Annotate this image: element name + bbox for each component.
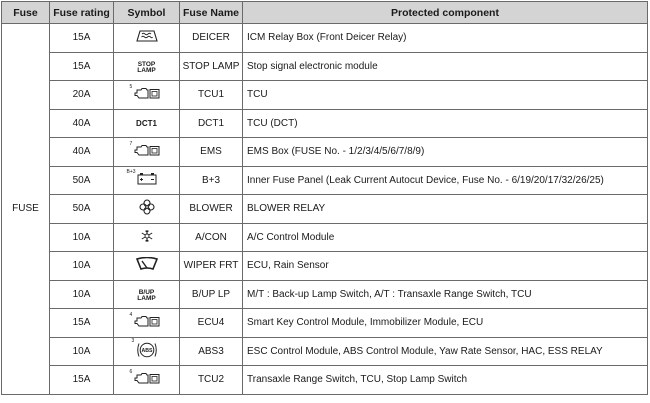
- fuse-group-cell: FUSE: [2, 24, 50, 395]
- engine-module-icon: [129, 368, 160, 385]
- header-fuse-name: Fuse Name: [180, 2, 243, 24]
- backup-lamp-text: [137, 290, 155, 303]
- fuse-name-cell: TCU2: [180, 366, 243, 395]
- fuse-name-cell: BLOWER: [180, 195, 243, 224]
- protected-component-cell: ESC Control Module, ABS Control Module, Yaw Rate Sensor, HAC, ESS RELAY: [243, 337, 648, 366]
- symbol-cell: [114, 280, 180, 309]
- table-row: [2, 109, 648, 138]
- fuse-rating-cell: 10A: [50, 280, 114, 309]
- symbol-cell: [114, 195, 180, 224]
- header-protected-component: Protected component: [243, 2, 648, 24]
- fuse-rating-cell: 15A: [50, 366, 114, 395]
- table-row: [2, 366, 648, 395]
- engine-module-icon: [129, 311, 160, 328]
- table-row: [2, 223, 648, 252]
- fuse-name-cell: A/CON: [180, 223, 243, 252]
- protected-component-cell: M/T : Back-up Lamp Switch, A/T : Transaxle Range Switch, TCU: [243, 280, 648, 309]
- symbol-label: STOP: [137, 60, 156, 68]
- protected-component-cell: Smart Key Control Module, Immobilizer Module, ECU: [243, 309, 648, 338]
- fuse-name-cell: ECU4: [180, 309, 243, 338]
- symbol-cell: [114, 52, 180, 81]
- symbol-cell: [114, 337, 180, 366]
- symbol-cell: [114, 24, 180, 53]
- protected-component-cell: BLOWER RELAY: [243, 195, 648, 224]
- fan-icon: [139, 199, 155, 215]
- header-fuse: Fuse: [2, 2, 50, 24]
- header-symbol: Symbol: [114, 2, 180, 24]
- table-row: [2, 280, 648, 309]
- engine-module-icon: [129, 83, 160, 100]
- wiper-icon: [135, 257, 159, 271]
- fuse-rating-cell: 50A: [50, 166, 114, 195]
- symbol-number: 5: [129, 83, 133, 90]
- fuse-name-cell: WIPER FRT: [180, 252, 243, 281]
- fuse-name-cell: B/UP LP: [180, 280, 243, 309]
- protected-component-cell: Transaxle Range Switch, TCU, Stop Lamp Switch: [243, 366, 648, 395]
- protected-component-cell: TCU (DCT): [243, 109, 648, 138]
- fuse-rating-cell: 15A: [50, 52, 114, 81]
- fuse-name-cell: B+3: [180, 166, 243, 195]
- fuse-rating-cell: 40A: [50, 109, 114, 138]
- fuse-rating-cell: 20A: [50, 81, 114, 110]
- dct1-text: [136, 118, 157, 128]
- table-row: [2, 252, 648, 281]
- engine-module-icon: [129, 140, 160, 157]
- symbol-cell: [114, 252, 180, 281]
- abs-icon: [131, 337, 158, 359]
- rear-defroster-icon: [135, 29, 159, 43]
- symbol-label: LAMP: [137, 67, 156, 75]
- battery-icon: [126, 169, 158, 185]
- symbol-label: LAMP: [137, 295, 156, 303]
- symbol-number: 3: [131, 337, 135, 344]
- fuse-table: [1, 1, 648, 395]
- symbol-cell: [114, 223, 180, 252]
- protected-component-cell: Stop signal electronic module: [243, 52, 648, 81]
- fuse-name-cell: ABS3: [180, 337, 243, 366]
- table-row: [2, 24, 648, 53]
- protected-component-cell: EMS Box (FUSE No. - 1/2/3/4/5/6/7/8/9): [243, 138, 648, 167]
- symbol-cell: [114, 366, 180, 395]
- protected-component-cell: A/C Control Module: [243, 223, 648, 252]
- protected-component-cell: ICM Relay Box (Front Deicer Relay): [243, 24, 648, 53]
- ac-snowflake-icon: [140, 229, 154, 243]
- symbol-cell: [114, 309, 180, 338]
- table-row: [2, 81, 648, 110]
- fuse-rating-cell: 15A: [50, 24, 114, 53]
- fuse-rating-cell: 10A: [50, 337, 114, 366]
- protected-component-cell: ECU, Rain Sensor: [243, 252, 648, 281]
- symbol-number: 4: [129, 311, 133, 318]
- fuse-rating-cell: 10A: [50, 252, 114, 281]
- fuse-rating-cell: 40A: [50, 138, 114, 167]
- table-row: [2, 138, 648, 167]
- symbol-cell: [114, 81, 180, 110]
- fuse-name-cell: DEICER: [180, 24, 243, 53]
- symbol-number: 6: [129, 368, 133, 375]
- symbol-cell: [114, 166, 180, 195]
- fuse-rating-cell: 15A: [50, 309, 114, 338]
- fuse-name-cell: STOP LAMP: [180, 52, 243, 81]
- table-row: [2, 309, 648, 338]
- fuse-name-cell: DCT1: [180, 109, 243, 138]
- table-row: [2, 195, 648, 224]
- svg-text:ABS: ABS: [141, 347, 152, 354]
- table-row: [2, 52, 648, 81]
- fuse-name-cell: EMS: [180, 138, 243, 167]
- symbol-cell: [114, 138, 180, 167]
- symbol-label: B/UP: [138, 288, 155, 296]
- symbol-number: 7: [129, 140, 133, 147]
- fuse-rating-cell: 50A: [50, 195, 114, 224]
- symbol-label: DCT1: [136, 118, 157, 128]
- fuse-rating-cell: 10A: [50, 223, 114, 252]
- protected-component-cell: Inner Fuse Panel (Leak Current Autocut Device, Fuse No. - 6/19/20/17/32/26/25): [243, 166, 648, 195]
- table-row: [2, 166, 648, 195]
- protected-component-cell: TCU: [243, 81, 648, 110]
- symbol-number: B+3: [126, 169, 136, 176]
- header-row: [2, 2, 648, 24]
- header-fuse-rating: Fuse rating: [50, 2, 114, 24]
- stop-lamp-text: [137, 62, 155, 75]
- fuse-name-cell: TCU1: [180, 81, 243, 110]
- symbol-cell: [114, 109, 180, 138]
- table-row: [2, 337, 648, 366]
